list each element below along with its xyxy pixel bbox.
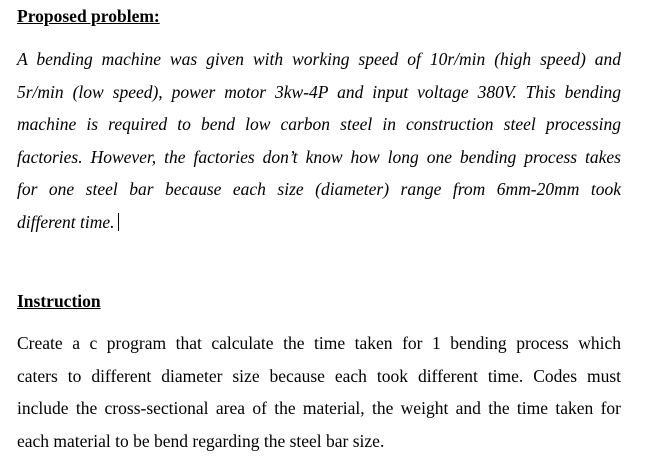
paragraph-line: machine is required to bend low carbon steel in construction steel processing (17, 114, 621, 134)
proposed-problem-heading: Proposed problem: (17, 6, 160, 26)
paragraph-line-text: different time. (17, 211, 115, 232)
paragraph-line: for one steel bar because each size (diameter) range from 6mm-20mm took (17, 179, 621, 199)
paragraph-line: include the cross-sectional area of the material, the weight and the time taken for (17, 398, 621, 418)
text-cursor (118, 213, 119, 231)
paragraph-line: factories. However, the factories don’t know how long one bending process takes (17, 146, 621, 167)
instruction-heading: Instruction (17, 291, 101, 311)
paragraph-line-last (17, 206, 621, 239)
paragraph-line: caters to different diameter size because each took different time. Codes must (17, 365, 621, 386)
paragraph-line: 5r/min (low speed), power motor 3kw-4P and input voltage 380V. This bending (17, 81, 621, 102)
instruction-paragraph[interactable] (17, 327, 621, 457)
paragraph-line: each material to be bend regarding the steel bar size. (17, 430, 385, 451)
paragraph-line: Create a c program that calculate the time taken for 1 bending process which (17, 333, 621, 353)
proposed-problem-paragraph[interactable] (17, 43, 621, 238)
paragraph-line: A bending machine was given with working speed of 10r/min (high speed) and (17, 49, 621, 69)
